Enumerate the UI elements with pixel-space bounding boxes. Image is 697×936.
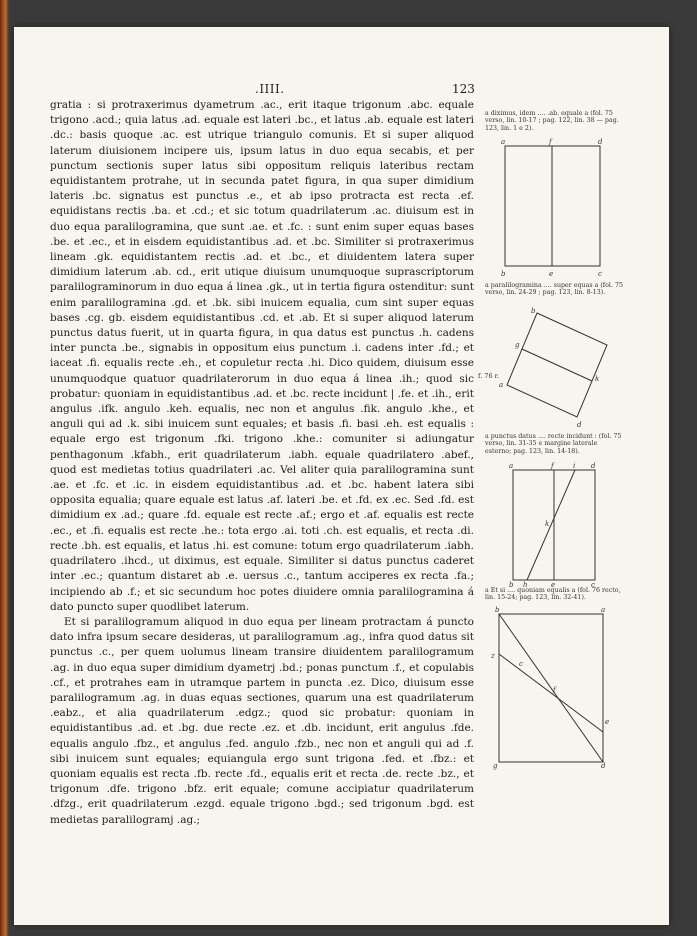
- fig4-label: g: [493, 762, 498, 770]
- fig4-label: d: [601, 762, 606, 770]
- fig3-label: f: [551, 462, 554, 470]
- fig1-label: c: [598, 270, 602, 278]
- fig2-label: b: [531, 307, 536, 315]
- fig1-label: d: [598, 138, 603, 146]
- figure-3: [485, 460, 625, 588]
- margin-note: a punctus datus .... recte incidunt : (fol. 75 verso, lin. 31-35 e margine laterale esterno; pag. 123, lin. 14-18).: [485, 433, 622, 455]
- fig3-label: h: [523, 581, 528, 588]
- fig3-label: b: [509, 581, 514, 588]
- fig1-label: e: [549, 270, 554, 278]
- fig4-label: a: [601, 606, 606, 614]
- fig2-label: k: [595, 375, 600, 383]
- margin-note: a Et si .... quoniam equalis a (fol. 76 recto, lin. 15-24; pag. 123, lin. 32-41).: [485, 587, 621, 602]
- figure-1: [485, 136, 625, 281]
- fig1-label: a: [501, 138, 506, 146]
- paragraph: gratia : si protraxerimus dyametrum .ac., erit itaque trigonum .abc. equale trigono .acd.; quia latus .ad. equale est lateri .bc., et latus .ab. equale est lateri .dc.: basis quoque .ac. est utrique triangulo comunis. Et si super aliquod laterum diuisionem incipere uis, ipsum latus in duo equa secabis, et per punctum sectionis super latus sibi oppositum reliquis lateribus rectam equidistantem protrahe, ut in secunda patet figura, in qua super dimidium lateris .bc. signatus est punctus .e., et ab ipso protracta est recta .ef. equidistans rectis .ba. et .cd.; et sic totum quadrilaterum .ac. diuisum est in duo equa paralilogramina, que sunt .ae. et .fc. : sunt enim super equas bases .be. et .ec., et in eisdem equidistantibus .ad. et .bc. Similiter si protraxerimus lineam .gk. equidistantem rectis .ad. et .bc., et diuidentem latera super dimidium laterum .ab. cd., erit utique diuisum unumquoque suprascriptorum paralilograminorum in duo equa á linea .gk., ut in tertia figura ostenditur: sunt enim paralilogramina .gd. et .bk. sibi inuicem equalia, cum sint super equas bases .cg. gb. eisdem equidistantibus .cd. et .ab. Et si super aliquod laterum punctus datus fuerit, ut in quarta figura, in qua datus est punctus .h. cadens inter puncta .be., signabis in oppositum eius punctum .i. cadens inter .fd.; et iaceat .fi. equalis recte .eh., et copuletur recta .hi. Dico quidem, diuisum esse unumquodque quatuor quadrilaterorum in duo equa á linea .ih.; quod sic probatur: quoniam in equidistantibus .ad. et .bc. recte incidunt | .fe. et .ih., erit angulus .ifk. angulo .keh. equalis, nec non et angulus .fik. angulo .khe., et anguli qui ad .k. sibi inuicem sunt equales; et basis .fi. basi .eh. est equalis : equale ergo est trigonum .fki. trigono .khe.: comuniter si adiungatur penthagonum .kfabh., erit quadrilaterum .iabh. equale quadrilatero .abef., quod est medietas totius quadrilateri .ac. Vel aliter quia paralilogramina sunt .ae. et .fc. et .ic. in eisdem equidistantibus .ad. et .bc. habent latera sibi opposita equalia; quare equale est latus .af. lateri .be. et .fd. ex .ec. Sed .fd. est dimidium ex .ad.; quare .fd. equale est recte .af.; ergo et .af. equalis est recte .ec., et .fi. equalis est recte .he.: tota ergo .ai. toti .ch. est equalis, et recta .di. recte .bh. est equalis, et latus .hi. est comune: totum ergo quadrilaterum .iabh. quadrilatero .ihcd., ut diximus, est equale. Similiter si datus punctus caderet inter .ec.; quantum distaret ab .e. uersus .c., tantum acciperes ex recta .fa.; incipiendo ab .f.; et sic secundum hoc potes diuidere omnia paralilogramina á dato puncto super quodlibet laterum.: [50, 99, 474, 613]
- fig3-label: k: [545, 520, 550, 528]
- page-number: 123: [452, 82, 475, 96]
- fig3-label: d: [591, 462, 596, 470]
- fig2-label: d: [577, 421, 582, 429]
- fig4-label: c: [519, 660, 523, 668]
- main-text: [50, 98, 474, 828]
- fig4-label: e: [605, 718, 610, 726]
- fig4-label: f: [553, 686, 556, 694]
- fig4-label: b: [495, 606, 500, 614]
- fig3-label: c: [591, 581, 595, 588]
- margin-note: a paralilogramina .... super equas a (fol. 75 verso, lin. 24-29 ; pag. 123, lin. 8-13).: [485, 282, 623, 297]
- folio-mark: f. 76 r.: [478, 372, 500, 380]
- fig1-label: f: [549, 138, 552, 146]
- fig2-label: g: [515, 341, 520, 349]
- figure-4: [485, 602, 625, 774]
- fig1-label: b: [501, 270, 506, 278]
- margin-note: a diximus, idem .... .ab. equale a (fol. 75 verso, lin. 10-17 ; pag. 122, lin. 38 — pag. 123, lin. 1 e 2).: [485, 110, 619, 132]
- fig3-label: i: [573, 462, 576, 470]
- figure-2: [485, 305, 625, 430]
- section-heading: .IIII.: [255, 82, 285, 96]
- fig2-label: a: [499, 381, 504, 389]
- book-spine-edge: [0, 0, 9, 936]
- fig3-label: e: [551, 581, 556, 588]
- page-header: [0, 82, 697, 98]
- paragraph: Et si paralilogramum aliquod in duo equa per lineam protractam á puncto dato infra ipsum secare desideras, ut paralilogramum .ag., infra quod datus sit punctus .c., per quem uolumus lineam transire diuidentem paralilogramum .ag. in duo equa super dimidium dyametrj .bd.; ponas punctum .f., et copulabis .cf., et protrahes eam in utramque partem in puncta .ez. Dico, diuisum esse paralilogramum .ag. in duas equas sectiones, quarum una est quadrilaterum .eabz., et alia quadrilaterum .edgz.; quod sic probatur: quoniam in equidistantibus .ad. et .bg. due recte .ez. et .db. incidunt, erit angulus .fde. equalis angulo .fbz., et angulus .fed. angulo .fzb., nec non et anguli qui ad .f. sibi inuicem sunt equales; equiangula ergo sunt trigona .fed. et .fbz.: et quoniam equalis est recta .fb. recte .fd., equalis erit et recta .de. recte .bz., et trigonum .dfe. trigono .bfz. erit equale; comune accipiatur quadrilaterum .dfzg., erit quadrilaterum .ezgd. equale trigono .bgd.; sed trigonum .bgd. est medietas paralilogramj .ag.;: [50, 615, 474, 826]
- fig3-label: a: [509, 462, 514, 470]
- fig4-label: z: [491, 652, 495, 660]
